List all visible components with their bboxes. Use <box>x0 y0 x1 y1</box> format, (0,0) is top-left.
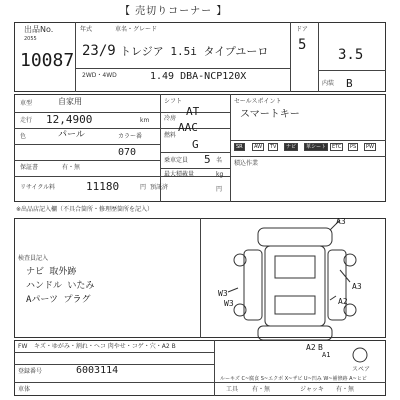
mileage-value: 12,4900 <box>46 113 93 126</box>
recycle-unit: 円 <box>140 184 147 191</box>
shift-value: AT <box>186 105 200 118</box>
recycle-value: 11180 <box>86 180 120 193</box>
recycle-note: 預託済 <box>150 184 169 191</box>
car-rear-bumper <box>258 326 332 340</box>
model-label: 車名・グレード <box>115 26 158 33</box>
damage-mark-w3-1: W3 <box>218 289 228 298</box>
model-value: トレジア 1.5i タイプユーロ <box>120 45 269 58</box>
car-windshield <box>275 256 315 278</box>
year-label: 年式 <box>80 26 93 33</box>
load-label: 最大積載量 <box>164 171 195 178</box>
capacity-value: 5 <box>204 153 211 166</box>
fuel-label: 燃料 <box>164 132 177 139</box>
inspector-note-2: ハンドル いたみ <box>26 281 95 291</box>
car-right-side <box>328 250 346 320</box>
equip-sr-icon: SR <box>236 144 243 150</box>
wheel-label: 車体 <box>18 386 31 393</box>
mileage-label: 走行 <box>20 117 33 124</box>
color-value: パール <box>58 130 85 140</box>
damage-mark-a1: A1 <box>322 351 331 359</box>
tools-value: 有・無 <box>252 386 271 393</box>
inspection-note: ※出品店記入欄（不具合箇所・修理歴箇所を記入） <box>16 206 154 213</box>
spare-label: スペア <box>352 366 371 373</box>
color-no-value: 070 <box>118 147 137 158</box>
body-type-value: 自家用 <box>58 97 82 106</box>
equip-ps-icon: PS <box>350 144 357 150</box>
registration-label: 登録番号 <box>18 368 43 375</box>
interior-value: B <box>346 77 353 90</box>
damage-mark-a2-2: A2 <box>306 343 316 352</box>
inspector-notes-label: 検査員記入 <box>18 255 49 262</box>
registration-value: 6003114 <box>76 365 119 376</box>
lot-year-note: 2055 <box>24 36 37 42</box>
body-type-label: 車型 <box>20 100 33 107</box>
bottom-divider <box>214 340 215 396</box>
inspector-note-3: Aパーツ プラグ <box>26 295 91 305</box>
fw-label: FW <box>18 343 28 350</box>
bottom-row-3 <box>14 382 386 383</box>
notes-label: 積込作業 <box>234 160 259 167</box>
drive-label: 2WD・4WD <box>82 72 117 79</box>
color-no-label: カラー番 <box>118 133 143 140</box>
sheet-title: 【 売切りコーナー 】 <box>120 6 228 17</box>
jack-value: 有・無 <box>336 386 355 393</box>
load-yen: 円 <box>216 186 223 193</box>
equip-aw-icon: AW <box>254 144 263 150</box>
year-value: 23/9 <box>82 43 116 59</box>
damage-mark-a3-top: A3 <box>336 217 346 226</box>
equip-leather-icon: 革シート <box>306 144 327 150</box>
inspector-note-1: ナビ 取外跡 <box>26 267 77 277</box>
recycle-label: リサイクル料 <box>20 184 56 191</box>
tools-label: 工具 <box>226 386 239 393</box>
mileage-unit: km <box>140 117 150 124</box>
mark-leader-w3 <box>228 288 238 292</box>
lot-number: 10087 <box>20 50 75 71</box>
warranty-value: 有・無 <box>62 164 81 171</box>
damage-mark-b: B <box>318 343 323 352</box>
jack-label: ジャッキ <box>300 386 324 393</box>
model-code: 1.49 DBA-NCP120X <box>150 71 247 82</box>
aircon-label: 冷房 <box>164 115 177 122</box>
damage-mark-a3-right: A3 <box>352 282 362 291</box>
doors-value: 5 <box>298 37 307 53</box>
equip-etc-icon: ETC <box>332 144 342 150</box>
load-unit: kg <box>216 171 224 178</box>
car-rear-window <box>275 296 315 314</box>
car-left-side <box>244 250 262 320</box>
shift-label: シフト <box>164 98 183 105</box>
doors-label: ドア <box>296 26 308 33</box>
capacity-unit: 名 <box>216 157 223 164</box>
mark-leader-a3-right <box>340 270 350 282</box>
sale-points-value: スマートキー <box>240 109 300 120</box>
car-roof-front <box>258 228 332 246</box>
warranty-label: 保証書 <box>20 164 39 171</box>
capacity-label: 乗車定員 <box>164 157 189 164</box>
equip-pw-icon: PW <box>366 144 374 150</box>
equip-navi-icon: ナビ <box>286 144 297 150</box>
bottom-row-1 <box>14 352 214 353</box>
equip-tv-icon: TV <box>270 144 277 150</box>
fw-value: キズ・ゆがみ・割れ・ヘコ 肉やせ・コゲ・穴・A2 B <box>34 343 176 350</box>
damage-mark-a2-1: A2 <box>338 297 348 306</box>
sale-points-label: セールスポイント <box>234 98 282 105</box>
mark-leader-a2 <box>330 296 336 300</box>
grade-value: 3.5 <box>338 47 364 63</box>
damage-mark-w3-2: W3 <box>224 299 234 308</box>
color-label: 色 <box>20 133 27 140</box>
aircon-value: AAC <box>178 121 198 134</box>
interior-label: 内装 <box>322 80 335 87</box>
legend-text: ルーキズ C~腐食 S~エクボ X~ザビ U~凹み W~補修跡 A~ヒビ <box>220 376 367 382</box>
fuel-value: G <box>192 138 199 151</box>
lot-label: 出品No. <box>24 25 54 34</box>
